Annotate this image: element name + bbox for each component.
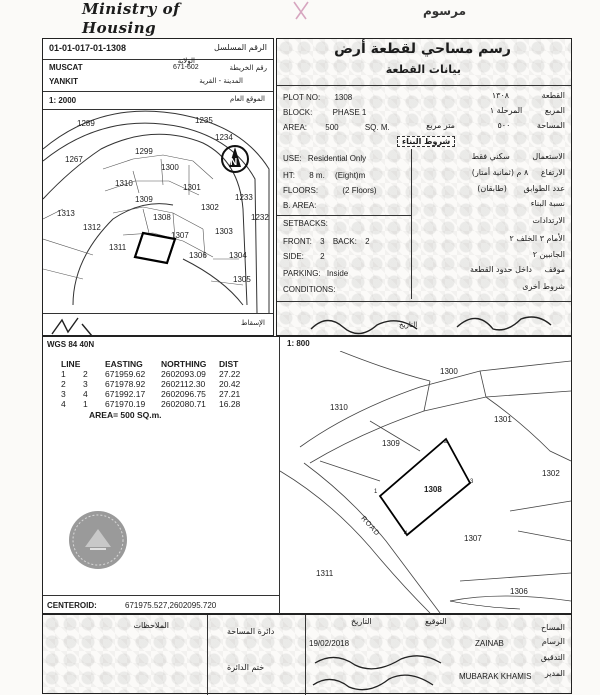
block-ar-value: المرحلة ١ <box>489 106 523 115</box>
centeroid-row <box>47 601 216 610</box>
loc-label-1289: 1289 <box>77 119 95 128</box>
area-label: AREA: <box>283 123 308 132</box>
side-label: SIDE: <box>283 252 304 261</box>
block-ar-label: المربع <box>544 106 565 115</box>
arabic-stamp-text: مرسوم <box>422 4 466 18</box>
ht-value-ar: ٨ م (ثمانية أمتار) <box>471 168 529 177</box>
loc-label-1233: 1233 <box>235 193 253 202</box>
block-ar <box>490 106 565 115</box>
front-back-row <box>283 237 370 246</box>
area-ar-value: ٥٠٠ <box>497 121 511 130</box>
use-value-ar: سكني فقط <box>471 152 510 161</box>
setbacks-label: SETBACKS: <box>283 219 328 228</box>
map-label-1309: 1309 <box>382 439 400 448</box>
plot-no-value: 1308 <box>334 93 353 102</box>
loc-label-1312: 1312 <box>83 223 101 232</box>
back-value: 2 <box>365 237 370 246</box>
parking-value-ar: داخل حدود القطعة <box>470 265 532 274</box>
conditions-ar: شروط أخرى <box>522 282 565 291</box>
area-summary: AREA= 500 SQ.m. <box>89 410 162 420</box>
drafter-label: الرسام <box>541 637 565 646</box>
centeroid-value: 671975.527,2602095.720 <box>125 601 217 610</box>
plot-no-ar <box>492 91 565 100</box>
signature-scribble <box>307 307 557 335</box>
block-row <box>283 108 366 117</box>
form-title: رسم مساحي لقطعة أرض <box>334 41 511 57</box>
layout-label: الإسقاط <box>241 319 265 327</box>
table-row: 2 3 671978.92 2602112.30 20.42 <box>61 379 241 389</box>
building-conditions-heading: شروط البناء <box>397 136 455 147</box>
front-label: FRONT: <box>283 237 312 246</box>
general-location-label: الموقع العام <box>230 95 265 103</box>
ribbon-icon <box>288 0 314 20</box>
map-label-1310: 1310 <box>330 403 348 412</box>
use-value: Residential Only <box>307 154 367 163</box>
table-row: 1 2 671959.62 2602093.09 27.22 <box>61 369 241 379</box>
location-scale: 1: 2000 <box>49 96 77 105</box>
loc-label-1308: 1308 <box>153 213 171 222</box>
map-label-1306: 1306 <box>510 587 528 596</box>
loc-label-1311: 1311 <box>109 243 127 252</box>
ht-row <box>283 171 365 180</box>
barea-row <box>283 201 316 210</box>
setbacks-ar: الارتدادات <box>532 216 565 225</box>
ht-label-ar: الارتفاع <box>540 168 565 177</box>
coords-header <box>61 359 244 369</box>
block-value: PHASE 1 <box>332 108 367 117</box>
map-label-road: ROAD <box>359 515 381 538</box>
use-ar <box>472 152 565 161</box>
footer-signatures <box>305 649 455 693</box>
use-row <box>283 154 366 163</box>
barea-ar: نسبة البناء <box>530 199 565 208</box>
parking-label-ar: موقف <box>544 265 565 274</box>
loc-label-1302: 1302 <box>201 203 219 212</box>
svg-text:N: N <box>230 157 238 168</box>
loc-label-1234: 1234 <box>215 133 233 142</box>
plot-no-label: PLOT NO: <box>283 93 321 102</box>
front-back-ar: الأمام ٣ الخلف ٢ <box>509 234 565 243</box>
detail-scale: 1: 800 <box>287 339 310 348</box>
wilayat-label: الولاية <box>177 57 195 65</box>
ministry-header <box>82 0 242 37</box>
map-label-1301: 1301 <box>494 415 512 424</box>
loc-label-1306: 1306 <box>189 251 207 260</box>
surveyor-label: المساح <box>540 623 565 632</box>
survey-panel <box>42 336 572 614</box>
parking-ar <box>470 265 565 274</box>
ht-ar <box>472 168 565 177</box>
parking-label: PARKING: <box>283 269 321 278</box>
loc-label-1299: 1299 <box>135 147 153 156</box>
block-label: BLOCK: <box>283 108 313 117</box>
map-label-1302: 1302 <box>542 469 560 478</box>
vertex-2: 2 <box>444 439 448 445</box>
use-label-ar: الاستعمال <box>532 152 565 161</box>
left-top-panel <box>42 38 274 336</box>
floors-label: FLOORS: <box>283 186 319 195</box>
floors-label-ar: عدد الطوابق <box>523 184 565 193</box>
parking-row <box>283 269 348 278</box>
footer-panel <box>42 614 572 694</box>
side-ar: الجانبين ٢ <box>532 250 565 259</box>
ht-label: HT: <box>283 171 295 180</box>
floors-value: (2 Floors) <box>342 186 377 195</box>
loc-label-1305: 1305 <box>233 275 251 284</box>
loc-label-1300: 1300 <box>161 163 179 172</box>
map-number: 671-602 <box>173 64 199 71</box>
checker-label: التدقيق <box>540 653 565 662</box>
use-label: USE: <box>283 154 302 163</box>
director-name: MUBARAK KHAMIS <box>459 672 532 681</box>
draft-date: 19/02/2018 <box>309 639 350 648</box>
setbacks-row <box>283 219 328 228</box>
right-top-panel <box>276 38 572 336</box>
village-value: YANKIT <box>49 77 79 86</box>
side-value: 2 <box>320 252 325 261</box>
datum: WGS 84 40N <box>47 340 95 349</box>
plot-no-ar-label: القطعة <box>541 91 565 100</box>
area-value: 500 <box>325 123 339 132</box>
vertex-3: 3 <box>470 479 474 485</box>
wilayat-value: MUSCAT <box>49 63 83 72</box>
conditions-row <box>283 285 335 294</box>
loc-label-1235: 1235 <box>195 116 213 125</box>
notes-label: الملاحظات <box>133 621 169 630</box>
map-label-1307: 1307 <box>464 534 482 543</box>
area-unit-ar: متر مربع <box>426 121 455 130</box>
director-label: المدير <box>544 669 565 678</box>
col-northing: NORTHING <box>161 359 207 369</box>
signature-label: التوقيع <box>425 617 447 626</box>
ht-value: 8 m. <box>309 171 325 180</box>
survey-dept-label: دائرة المساحة <box>227 627 275 636</box>
loc-label-1232: 1232 <box>251 213 269 222</box>
conditions-label: CONDITIONS: <box>283 285 336 294</box>
village-label: المدينة - القرية <box>199 77 243 85</box>
floors-row <box>283 186 377 195</box>
map-label-1300: 1300 <box>440 367 458 376</box>
map-label-1311: 1311 <box>316 569 334 578</box>
loc-label-1307: 1307 <box>171 231 189 240</box>
serial-number: 01-01-017-01-1308 <box>49 43 127 53</box>
barea-label: B. AREA: <box>283 201 317 210</box>
centeroid-label: CENTEROID: <box>47 601 97 610</box>
floors-value-ar: (طابقان) <box>477 184 507 193</box>
detail-map <box>280 351 571 613</box>
plot-no-ar-value: ١٣٠٨ <box>491 91 510 100</box>
table-row: 3 4 671992.17 2602096.75 27.21 <box>61 389 241 399</box>
map-label-1308: 1308 <box>424 485 442 494</box>
area-unit: SQ. M. <box>364 123 390 132</box>
loc-label-1310: 1310 <box>115 179 133 188</box>
area-ar-label: المساحة <box>536 121 565 130</box>
coordinates-table <box>61 359 244 420</box>
table-row: 4 1 671970.19 2602080.71 16.28 <box>61 399 241 409</box>
plot-no-row <box>283 93 352 102</box>
col-easting: EASTING <box>105 359 143 369</box>
loc-label-1303: 1303 <box>215 227 233 236</box>
loc-label-1313: 1313 <box>57 209 75 218</box>
location-map <box>43 109 273 313</box>
serial-label: الرقم المسلسل <box>213 43 267 52</box>
area-row <box>283 123 390 132</box>
col-line: LINE <box>61 359 81 369</box>
loc-label-1304: 1304 <box>229 251 247 260</box>
ministry-title: Ministry of Housing <box>82 0 181 37</box>
front-value: 3 <box>320 237 325 246</box>
date-label: التاريخ <box>351 617 372 626</box>
vertex-1: 1 <box>374 489 378 495</box>
signature-date-label: التاريخ <box>399 321 418 329</box>
loc-label-1267: 1267 <box>65 155 83 164</box>
parking-value: Inside <box>326 269 349 278</box>
plot-data-heading: بيانات القطعة <box>385 63 461 76</box>
back-label: BACK: <box>332 237 357 246</box>
map-number-label: رقم الخريطة <box>229 64 267 72</box>
ht-words: (Eight)m <box>335 171 366 180</box>
side-row <box>283 252 325 261</box>
area-ar <box>426 121 565 130</box>
official-seal-icon <box>65 509 131 571</box>
loc-label-1309: 1309 <box>135 195 153 204</box>
col-dist: DIST <box>219 359 239 369</box>
vertex-4: 4 <box>404 531 408 537</box>
loc-label-1301: 1301 <box>183 183 201 192</box>
drafter-name: ZAINAB <box>475 639 504 648</box>
dept-stamp-label: ختم الدائرة <box>227 663 265 672</box>
floors-ar <box>477 184 565 193</box>
